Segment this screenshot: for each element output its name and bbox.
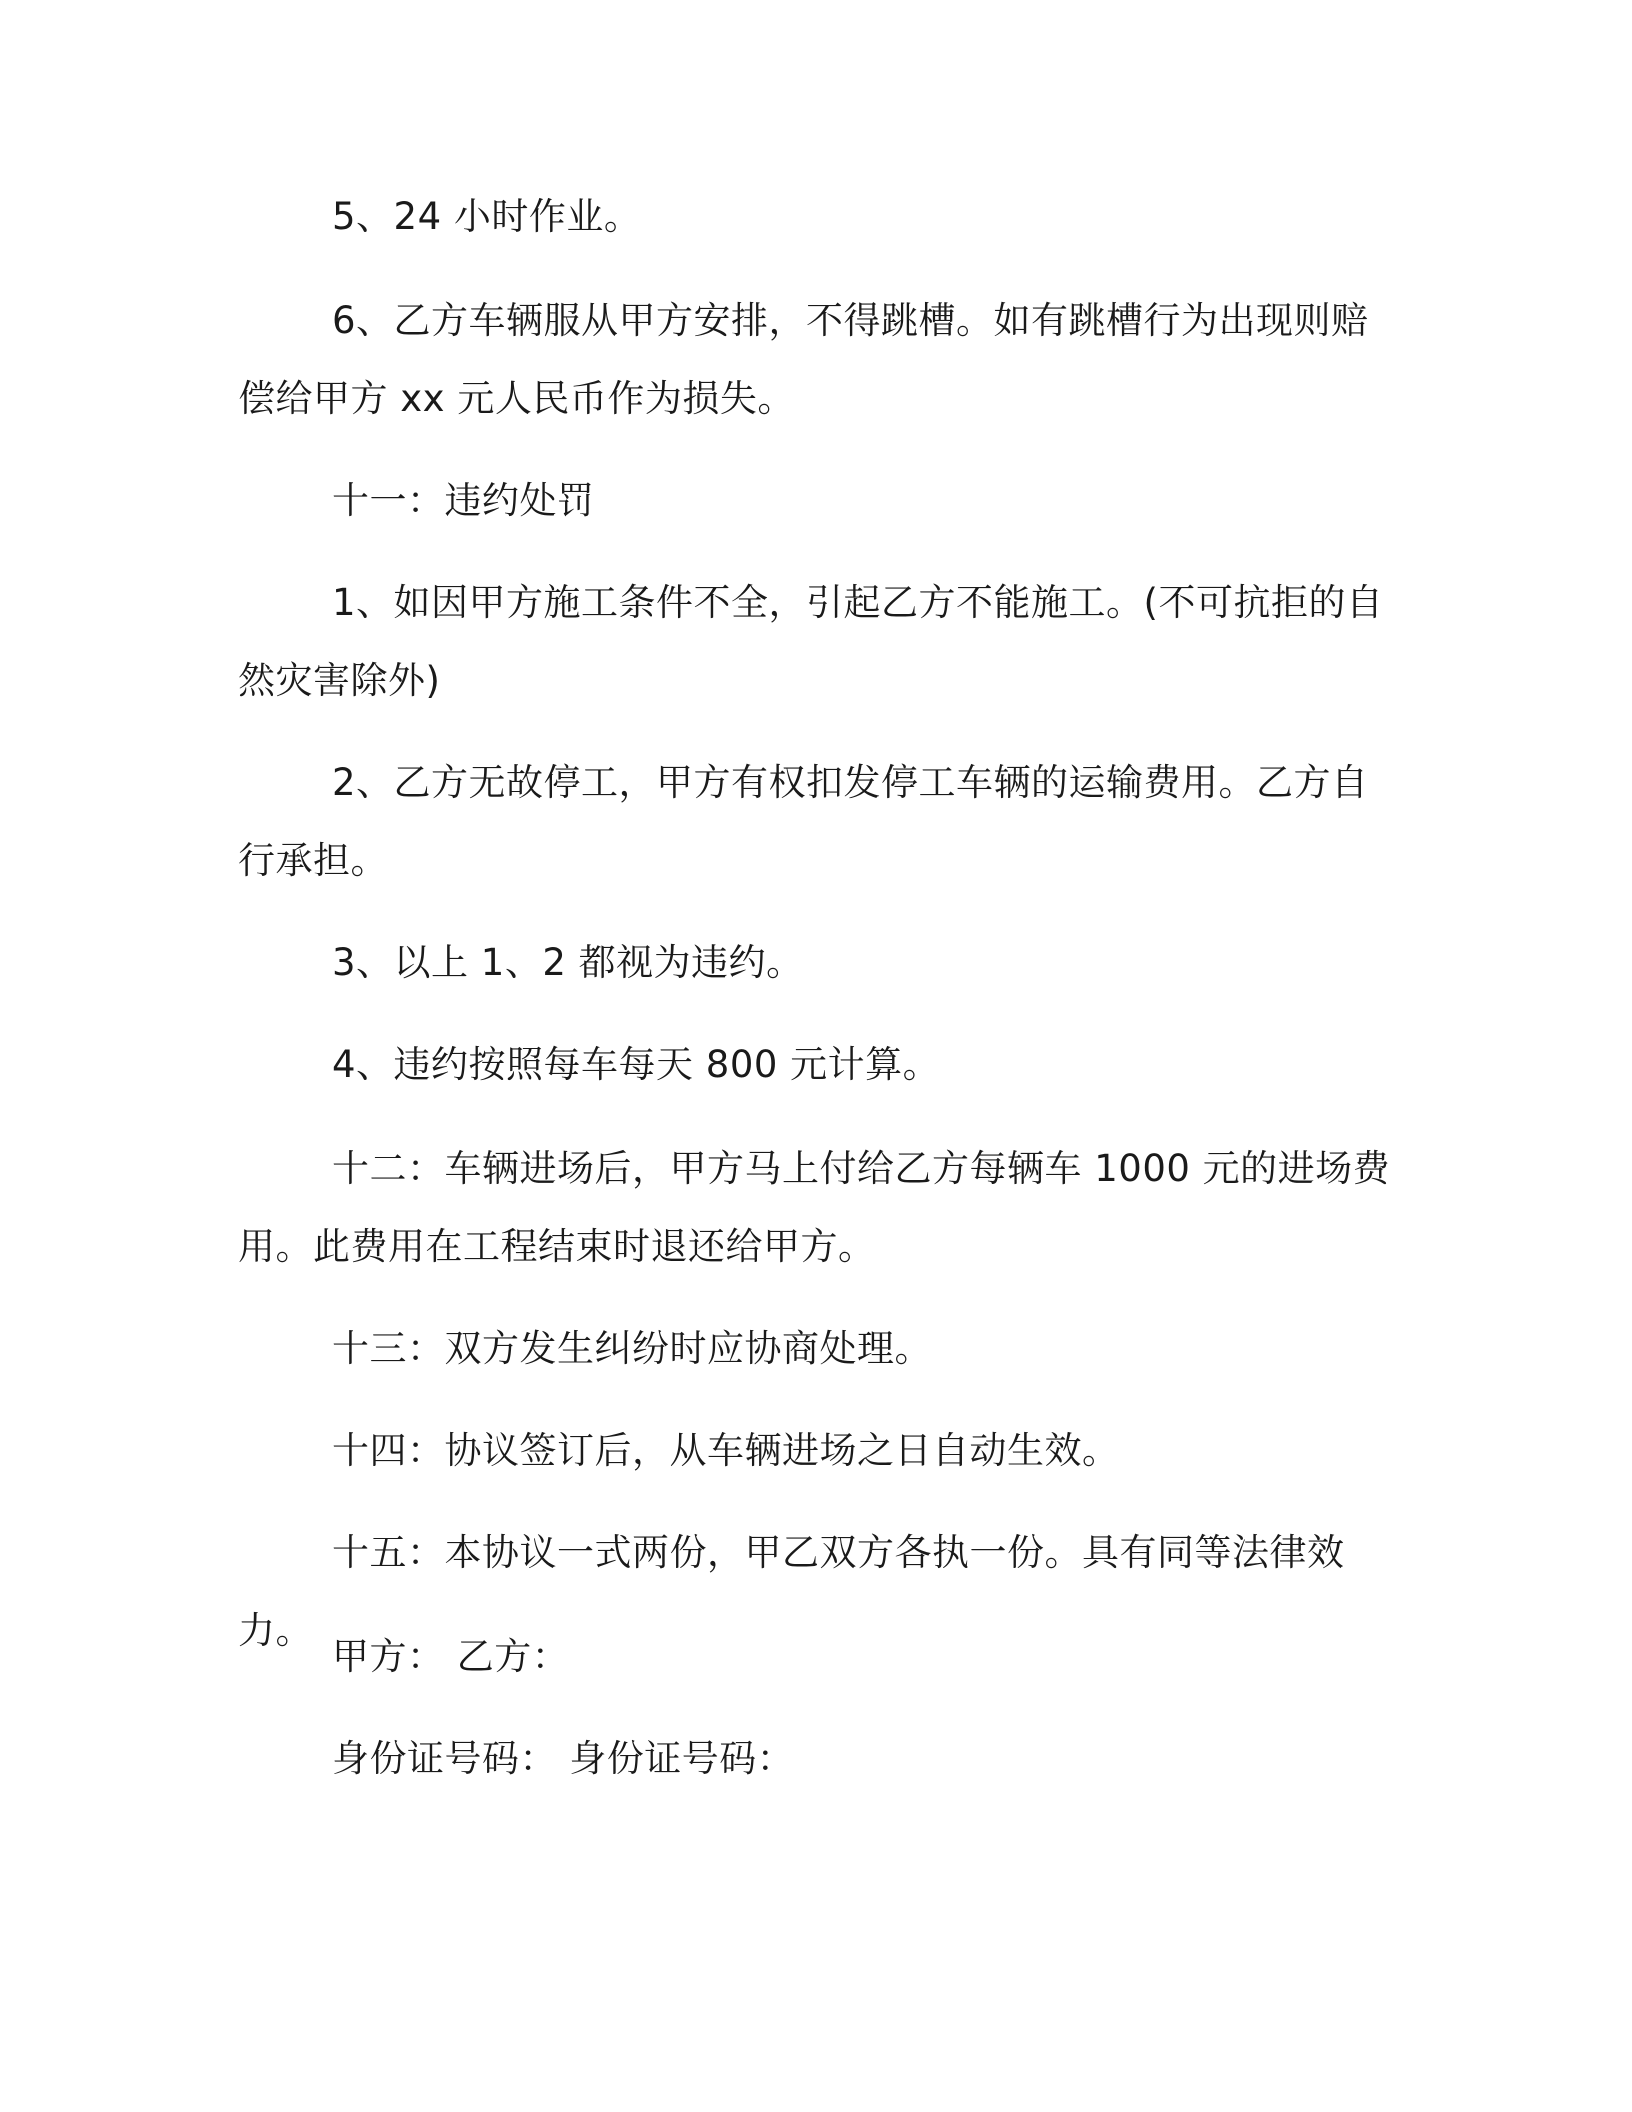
party-signature-line: 甲方： 乙方： [332,1635,570,1678]
section-15-copies: 十五：本协议一式两份，甲乙双方各执一份。具有同等法律效力。 [238,1531,1345,1652]
paragraph-penalty-4: 4、违约按照每车每天 800 元计算。 [332,1043,941,1086]
paragraph-item-5-24h: 5、24 小时作业。 [332,195,642,238]
section-13-disputes: 十三：双方发生纠纷时应协商处理。 [332,1327,932,1370]
paragraph-item-6-no-switching: 6、乙方车辆服从甲方安排，不得跳槽。如有跳槽行为出现则赔偿给甲方 xx 元人民币作为损失。 [238,299,1369,420]
paragraph-penalty-1: 1、如因甲方施工条件不全，引起乙方不能施工。(不可抗拒的自然灾害除外) [238,581,1384,702]
paragraph-penalty-2: 2、乙方无故停工，甲方有权扣发停工车辆的运输费用。乙方自行承担。 [238,761,1369,882]
section-12-entry-fee: 十二：车辆进场后，甲方马上付给乙方每辆车 1000 元的进场费用。此费用在工程结束时退还给甲方。 [238,1147,1391,1268]
id-number-line: 身份证号码： 身份证号码： [332,1737,795,1780]
section-heading-11-penalty: 十一：违约处罚 [332,479,595,522]
section-14-effective: 十四：协议签订后，从车辆进场之日自动生效。 [332,1429,1120,1472]
paragraph-penalty-3: 3、以上 1、2 都视为违约。 [332,941,804,984]
